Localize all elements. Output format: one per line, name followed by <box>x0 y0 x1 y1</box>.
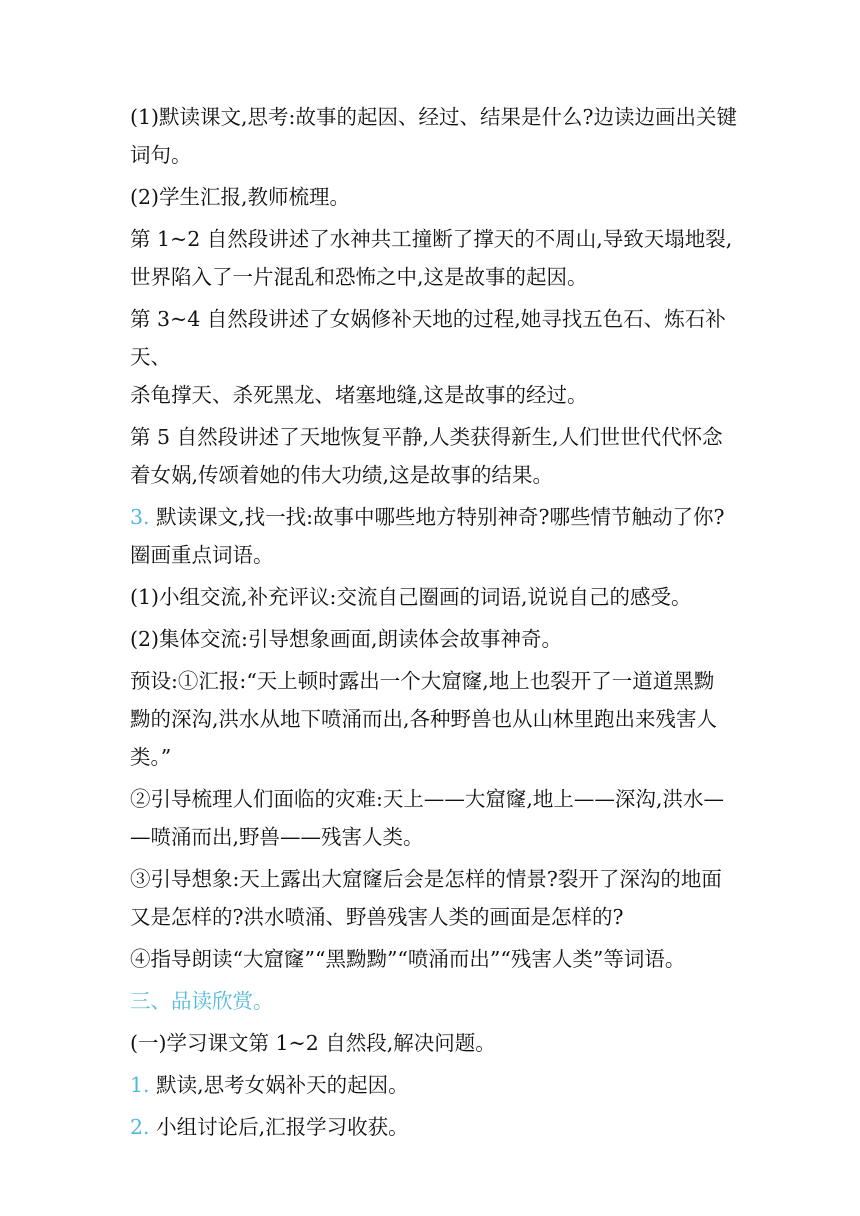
item-text: 默读,思考女娲补天的起因。 <box>156 1073 409 1097</box>
document-page <box>130 98 740 1146</box>
sub-heading: (一)学习课文第 1~2 自然段,解决问题。 <box>130 1031 496 1055</box>
text-line: (1)默读课文,思考:故事的起因、经过、结果是什么?边读边画出关键 <box>130 105 737 129</box>
text-line: ④指导朗读“大窟窿”“黑黝黝”“喷涌而出”“残害人类”等词语。 <box>130 947 686 971</box>
item-number: 1. <box>130 1073 150 1097</box>
item-text: 小组讨论后,汇报学习收获。 <box>156 1115 409 1139</box>
text-line: 着女娲,传颂着她的伟大功绩,这是故事的结果。 <box>130 463 554 487</box>
text-line: 第 1~2 自然段讲述了水神共工撞断了撑天的不周山,导致天塌地裂, <box>130 227 733 251</box>
text-line: ②引导梳理人们面临的灾难:天上——大窟窿,地上——深沟,洪水— <box>130 787 724 811</box>
text-line: (2)学生汇报,教师梳理。 <box>130 185 351 209</box>
text-line: 预设:①汇报:“天上顿时露出一个大窟窿,地上也裂开了一道道黑黝 <box>130 669 715 693</box>
text-line: 杀龟撑天、杀死黑龙、堵塞地缝,这是故事的经过。 <box>130 383 588 407</box>
list-item-2 <box>130 1108 740 1146</box>
text-line: 第 5 自然段讲述了天地恢复平静,人类获得新生,人们世世代代怀念 <box>130 425 723 449</box>
text-line: 第 3~4 自然段讲述了女娲修补天地的过程,她寻找五色石、炼石补天、 <box>130 307 726 369</box>
text-line: 世界陷入了一片混乱和恐怖之中,这是故事的起因。 <box>130 265 588 289</box>
list-item-1 <box>130 1066 740 1104</box>
text-line: 类。” <box>130 745 172 769</box>
text-line: —喷涌而出,野兽——残害人类。 <box>130 825 424 849</box>
text-line: (2)集体交流:引导想象画面,朗读体会故事神奇。 <box>130 627 562 651</box>
item-number: 2. <box>130 1115 150 1139</box>
item-number: 3. <box>130 505 150 529</box>
text-line: 黝的深沟,洪水从地下喷涌而出,各种野兽也从山林里跑出来残害人 <box>130 707 718 731</box>
text-line: 圈画重点词语。 <box>130 543 274 567</box>
text-line: ③引导想象:天上露出大窟窿后会是怎样的情景?裂开了深沟的地面 <box>130 867 722 891</box>
item-text: 默读课文,找一找:故事中哪些地方特别神奇?哪些情节触动了你? <box>156 505 725 529</box>
text-line: (1)小组交流,补充评议:交流自己圈画的词语,说说自己的感受。 <box>130 585 692 609</box>
text-line: 词句。 <box>130 143 192 167</box>
text-line: 又是怎样的?洪水喷涌、野兽残害人类的画面是怎样的? <box>130 905 624 929</box>
list-item-3 <box>130 498 740 536</box>
section-heading: 三、品读欣赏。 <box>130 989 274 1013</box>
